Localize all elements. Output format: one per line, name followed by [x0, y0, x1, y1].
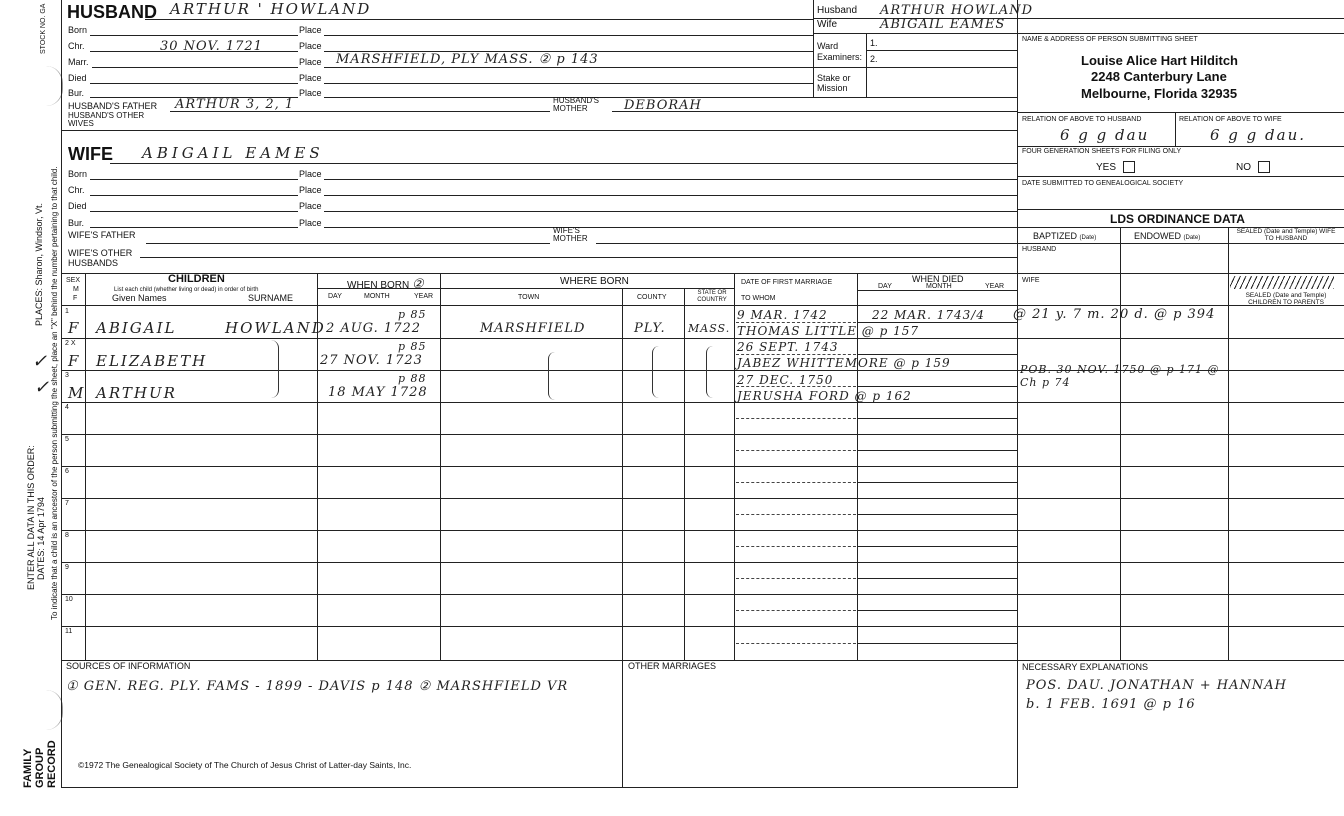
county-label: COUNTY: [637, 294, 667, 301]
husband-father-label: HUSBAND'S FATHER: [68, 101, 158, 111]
ward-label: Ward: [817, 41, 839, 51]
day-label: DAY: [328, 293, 342, 300]
given-names-label: Given Names: [112, 293, 167, 303]
checkmark-icon: ✓: [34, 377, 51, 398]
child-number: 5: [65, 436, 69, 443]
child-marriage-date: 9 MAR. 1742: [737, 308, 828, 322]
examiner-1: 1.: [870, 38, 878, 48]
place-label: Place: [299, 73, 322, 83]
husband-other-wives-label: HUSBAND'S OTHER WIVES: [68, 111, 145, 128]
explanation-line-1: POS. DAU. JONATHAN + HANNAH: [1026, 678, 1287, 693]
child-born: 2 AUG. 1722: [326, 321, 422, 336]
no-checkbox[interactable]: [1258, 161, 1270, 173]
ward-wife-value: ABIGAIL EAMES: [880, 17, 1006, 32]
child-died: 22 MAR. 1743/4: [872, 308, 985, 322]
child-page: p 85: [398, 308, 427, 321]
place-label: Place: [299, 25, 322, 35]
ward-divider: [813, 0, 814, 97]
child-born: 18 MAY 1728: [328, 385, 428, 400]
child-town: MARSHFIELD: [480, 321, 586, 336]
examiners-label: Examiners:: [817, 52, 863, 62]
child-spouse: JERUSHA FORD @ p 162: [737, 389, 912, 403]
husband-chr-date: 30 NOV. 1721: [160, 39, 263, 54]
child-given-name: ABIGAIL: [96, 319, 177, 337]
ward-husband-value: ARTHUR HOWLAND: [880, 3, 1034, 18]
child-sex: F: [68, 319, 81, 337]
lds-title: LDS ORDINANCE DATA: [1110, 212, 1245, 226]
surname-label: SURNAME: [248, 293, 294, 303]
child-given-name: ELIZABETH: [96, 352, 208, 370]
copyright: ©1972 The Genealogical Society of The Church of Jesus Christ of Latter-day Saints, Inc.: [78, 760, 412, 770]
ditto-mark: [706, 346, 713, 398]
submitter-street: 2248 Canterbury Lane: [1091, 69, 1227, 84]
child-born: 27 NOV. 1723: [320, 353, 423, 368]
born-label: Born: [68, 25, 88, 35]
four-gen-label: FOUR GENERATION SHEETS FOR FILING ONLY: [1022, 148, 1182, 155]
child-marriage-date: 27 DEC. 1750: [737, 373, 834, 387]
wife-died-label: Died: [68, 201, 87, 211]
explanations-label: NECESSARY EXPLANATIONS: [1022, 662, 1149, 672]
husband-heading: HUSBAND: [67, 2, 157, 22]
child-number: 7: [65, 500, 69, 507]
ditto-mark: [652, 346, 659, 398]
list-note: List each child (whether living or dead) in order of birth: [114, 287, 259, 293]
enter-all-note: ENTER ALL DATA IN THIS ORDER:: [26, 445, 36, 590]
sealed-w2h-label: SEALED (Date and Temple) WIFE TO HUSBAND: [1236, 228, 1336, 242]
no-label: NO: [1236, 162, 1251, 173]
died-year-label: YEAR: [985, 283, 1005, 290]
lds-husband-label: HUSBAND: [1022, 246, 1057, 253]
place-label: Place: [299, 88, 322, 98]
child-number: 9: [65, 564, 69, 571]
submitter-name: Louise Alice Hart Hilditch: [1081, 53, 1238, 68]
child-number: 4: [65, 404, 69, 411]
lds-wife-label: WIFE: [1022, 277, 1040, 284]
child-county: PLY.: [634, 321, 666, 336]
sex-f-label: F: [73, 295, 78, 302]
checkmark-icon: ✓: [32, 351, 49, 372]
child-number: 1: [65, 308, 69, 315]
place-label: Place: [299, 201, 322, 211]
husband-mother-label: HUSBAND'S MOTHER: [553, 96, 599, 113]
rel-wife-value: 6 g g dau.: [1210, 126, 1307, 144]
right-divider: [1017, 0, 1018, 788]
sources-text: ① GEN. REG. PLY. FAMS - 1899 - DAVIS p 148 ② MARSHFIELD VR: [66, 679, 569, 694]
to-whom-label: TO WHOM: [741, 295, 776, 302]
places-note: PLACES: Sharon, Windsor, Vt.: [34, 202, 44, 326]
rel-husband-label: RELATION OF ABOVE TO HUSBAND: [1022, 116, 1142, 123]
month-label: MONTH: [364, 293, 390, 300]
child-page: p 88: [398, 372, 427, 385]
died-month-label: MONTH: [926, 283, 952, 290]
place-label: Place: [299, 41, 322, 51]
child-number: 3: [65, 372, 69, 379]
endowed-label: ENDOWED (Date): [1134, 231, 1201, 241]
ditto-mark: [270, 340, 279, 398]
husband-mother: DEBORAH: [624, 98, 702, 113]
date-submitted-label: DATE SUBMITTED TO GENEALOGICAL SOCIETY: [1022, 180, 1184, 187]
stock-number: STOCK NO. GA: [40, 3, 47, 54]
sex-m-label: M: [73, 286, 79, 293]
wife-name: ABIGAIL EAMES: [142, 144, 324, 162]
place-label: Place: [299, 185, 322, 195]
child-number: 10: [65, 596, 73, 603]
submitter-label: NAME & ADDRESS OF PERSON SUBMITTING SHEET: [1022, 36, 1198, 43]
child-lds-note: POB. 30 NOV. 1750 @ p 171 @ Ch p 74: [1020, 363, 1220, 389]
child-number: 6: [65, 468, 69, 475]
rel-husband-value: 6 g g dau: [1060, 126, 1150, 144]
place-label: Place: [299, 218, 322, 228]
child-page: p 85: [398, 340, 427, 353]
examiner-2: 2.: [870, 54, 878, 64]
wife-father-label: WIFE'S FATHER: [68, 230, 136, 240]
wife-chr-label: Chr.: [68, 185, 85, 195]
wife-heading: WIFE: [68, 144, 113, 164]
child-number: 11: [65, 628, 73, 635]
ward-husband-label: Husband: [817, 5, 858, 16]
sealed-c2p-label: SEALED (Date and Temple) CHILDREN TO PARENTS: [1245, 292, 1327, 306]
other-marriages-label: OTHER MARRIAGES: [628, 661, 717, 671]
husband-marr-place: MARSHFIELD, PLY MASS. ② p 143: [336, 52, 599, 67]
child-spouse: THOMAS LITTLE @ p 157: [737, 324, 919, 338]
child-spouse: JABEZ WHITTEMORE @ p 159: [737, 356, 951, 370]
ward-wife-label: Wife: [817, 19, 837, 30]
sex-label: SEX: [66, 277, 81, 284]
died-label: Died: [68, 73, 87, 83]
wife-other-husbands-label: WIFE'S OTHER HUSBANDS: [68, 248, 133, 268]
submitter-city: Melbourne, Florida 32935: [1081, 86, 1238, 101]
ditto-mark: [548, 352, 555, 400]
place-label: Place: [299, 57, 322, 67]
first-marriage-label: DATE OF FIRST MARRIAGE: [741, 279, 833, 286]
child-marriage-date: 26 SEPT. 1743: [737, 340, 839, 354]
child-sex: F: [68, 352, 81, 370]
husband-name: ARTHUR ' HOWLAND: [170, 0, 372, 18]
husband-father: ARTHUR 3, 2, 1: [175, 97, 295, 112]
child-given-name: ARTHUR: [96, 384, 177, 402]
when-born-label: WHEN BORN ②: [347, 277, 425, 292]
frame-left: [61, 0, 62, 788]
hatched-cell: [1230, 276, 1334, 289]
wife-mother-label: WIFE'S MOTHER: [553, 226, 588, 243]
year-label: YEAR: [414, 293, 434, 300]
explanation-line-2: b. 1 FEB. 1691 @ p 16: [1026, 697, 1196, 712]
yes-label: YES: [1096, 162, 1117, 173]
dates-note: DATES: 14 Apr 1794: [36, 497, 46, 580]
town-label: TOWN: [518, 294, 540, 301]
marr-label: Marr.: [68, 57, 89, 67]
child-number: 2 X: [65, 340, 76, 347]
place-label: Place: [299, 169, 322, 179]
wife-born-label: Born: [68, 169, 88, 179]
child-surname: HOWLAND: [225, 319, 326, 337]
child-state: MASS.: [688, 322, 731, 335]
child-lds-note: @ 21 y. 7 m. 20 d. @ p 394: [1013, 307, 1216, 322]
bur-label: Bur.: [68, 88, 85, 98]
child-number: 8: [65, 532, 69, 539]
ancestor-instruction: To indicate that a child is an ancestor of the person submitting the sheet, place an "X" behind the number pertaining to that child.: [50, 166, 59, 620]
rel-wife-label: RELATION OF ABOVE TO WIFE: [1179, 116, 1282, 123]
stake-label: Stake or Mission: [817, 73, 851, 93]
wife-bur-label: Bur.: [68, 218, 85, 228]
baptized-label: BAPTIZED (Date): [1033, 231, 1097, 241]
child-sex: M: [68, 384, 86, 402]
when-died-label: WHEN DIED: [912, 274, 964, 284]
record-title: FAMILY GROUP RECORD: [22, 740, 58, 788]
yes-checkbox[interactable]: [1123, 161, 1135, 173]
children-label: CHILDREN: [168, 273, 225, 285]
died-day-label: DAY: [878, 283, 892, 290]
state-label: STATE OR COUNTRY: [697, 290, 727, 303]
where-born-label: WHERE BORN: [560, 276, 629, 287]
sources-label: SOURCES OF INFORMATION: [66, 661, 191, 671]
chr-label: Chr.: [68, 41, 85, 51]
